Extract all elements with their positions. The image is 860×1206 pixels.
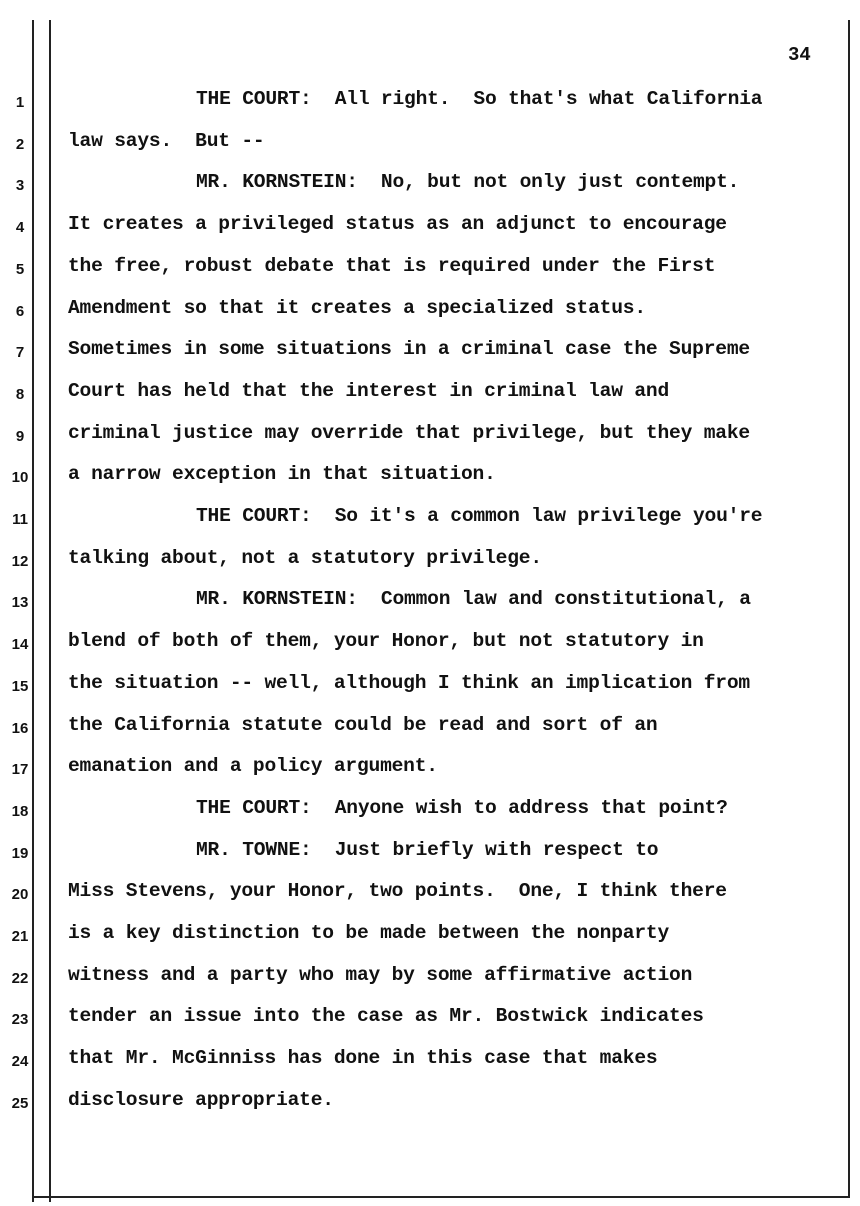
transcript-line: criminal justice may override that privilege, but they make xyxy=(68,421,750,444)
line-number: 6 xyxy=(15,302,25,320)
line-number: 22 xyxy=(11,969,29,987)
transcript-line: blend of both of them, your Honor, but not statutory in xyxy=(68,630,704,653)
transcript-line: that Mr. McGinniss has done in this case that makes xyxy=(68,1047,658,1070)
page-border-bottom xyxy=(32,1196,850,1198)
line-number: 2 xyxy=(15,135,25,153)
line-number: 19 xyxy=(11,844,29,862)
transcript-line: the California statute could be read and sort of an xyxy=(68,713,658,736)
transcript-line: emanation and a policy argument. xyxy=(68,755,438,778)
transcript-line: tender an issue into the case as Mr. Bostwick indicates xyxy=(68,1005,704,1028)
transcript-line: It creates a privileged status as an adjunct to encourage xyxy=(68,213,727,236)
line-number: 17 xyxy=(11,761,29,779)
transcript-line: the situation -- well, although I think an implication from xyxy=(68,671,750,694)
line-number: 10 xyxy=(11,469,29,487)
transcript-line: Amendment so that it creates a specialized status. xyxy=(68,296,646,319)
transcript-line: THE COURT: Anyone wish to address that point? xyxy=(196,796,728,819)
line-number: 9 xyxy=(15,427,25,445)
page-border-right xyxy=(848,20,850,1198)
line-number: 1 xyxy=(15,94,25,111)
page-number: 34 xyxy=(788,44,811,66)
transcript-line: MR. KORNSTEIN: Common law and constitutional, a xyxy=(196,588,751,611)
line-number: 24 xyxy=(11,1053,29,1071)
line-number: 13 xyxy=(11,594,29,612)
line-number: 12 xyxy=(11,552,29,570)
line-number: 20 xyxy=(11,886,29,904)
transcript-line: MR. KORNSTEIN: No, but not only just contempt. xyxy=(196,171,740,194)
line-number: 7 xyxy=(15,344,25,362)
transcript-line: disclosure appropriate. xyxy=(68,1088,334,1111)
transcript-line: Miss Stevens, your Honor, two points. One, I think there xyxy=(68,880,727,903)
margin-rule-inner xyxy=(49,20,51,1202)
transcript-line: MR. TOWNE: Just briefly with respect to xyxy=(196,838,659,861)
line-number: 25 xyxy=(11,1094,29,1112)
transcript-line: witness and a party who may by some affirmative action xyxy=(68,963,693,986)
line-number: 4 xyxy=(15,219,25,237)
line-number: 3 xyxy=(15,177,25,195)
transcript-line: THE COURT: All right. So that's what California xyxy=(196,88,763,110)
line-number: 8 xyxy=(15,385,25,403)
transcript-line: talking about, not a statutory privilege. xyxy=(68,546,542,569)
line-number: 5 xyxy=(15,260,25,278)
line-number: 14 xyxy=(11,636,29,654)
transcript-line: a narrow exception in that situation. xyxy=(68,463,496,486)
line-number: 11 xyxy=(12,511,28,528)
transcript-line: Court has held that the interest in criminal law and xyxy=(68,379,670,402)
transcript-line: the free, robust debate that is required under the First xyxy=(68,254,716,277)
line-number: 15 xyxy=(11,677,29,695)
transcript-line: law says. But -- xyxy=(68,129,265,152)
line-number: 18 xyxy=(11,802,29,820)
transcript-line: is a key distinction to be made between the nonparty xyxy=(68,922,670,944)
line-number: 16 xyxy=(11,719,29,737)
line-number: 23 xyxy=(11,1011,29,1029)
transcript-line: Sometimes in some situations in a criminal case the Supreme xyxy=(68,338,750,361)
line-number: 21 xyxy=(11,928,29,945)
transcript-line: THE COURT: So it's a common law privilege you're xyxy=(196,505,763,527)
